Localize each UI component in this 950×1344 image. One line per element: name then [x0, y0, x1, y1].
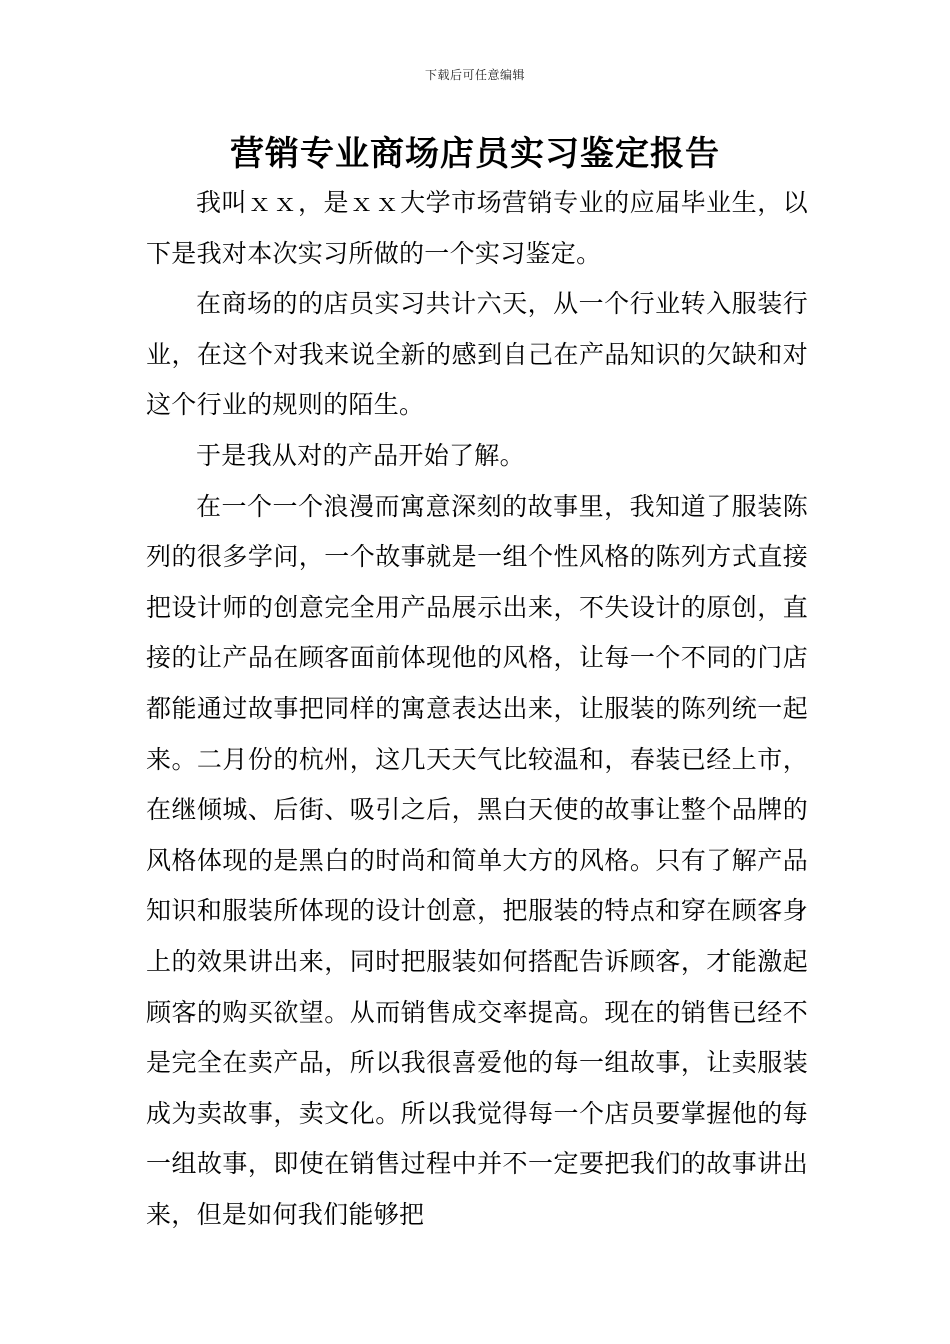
document-title: 营销专业商场店员实习鉴定报告 — [230, 134, 720, 174]
paragraph-display-stories: 在一个一个浪漫而寓意深刻的故事里，我知道了服装陈列的很多学问，一个故事就是一组个性风格的陈列方式直接把设计师的创意完全用产品展示出来，不失设计的原创，直接的让产品在顾客面前体现他的风格，让每一个不同的门店都能通过故事把同样的寓意表达出来，让服装的陈列统一起来。二月份的杭州，这几天天气比较温和，春装已经上市，在继倾城、后街、吸引之后，黑白天使的故事让整个品牌的风格体现的是黑白的时尚和简单大方的风格。只有了解产品知识和服装所体现的设计创意，把服装的特点和穿在顾客身上的效果讲出来，同时把服装如何搭配告诉顾客，才能激起顾客的购买欲望。从而销售成交率提高。现在的销售已经不是完全在卖产品，所以我很喜爱他的每一组故事，让卖服装成为卖故事，卖文化。所以我觉得每一个店员要掌握他的每一组故事，即使在销售过程中并不一定要把我们的故事讲出来，但是如何我们能够把 — [146, 491, 808, 1229]
document-body — [146, 178, 808, 1240]
paragraph-internship-overview: 在商场的的店员实习共计六天，从一个行业转入服装行业，在这个对我来说全新的感到自己在产品知识的欠缺和对这个行业的规则的陌生。 — [146, 289, 808, 420]
paragraph-intro: 我叫ｘｘ，是ｘｘ大学市场营销专业的应届毕业生，以下是我对本次实习所做的一个实习鉴定。 — [146, 188, 808, 268]
header-note: 下载后可任意编辑 — [424, 68, 525, 82]
paragraph-product-learning: 于是我从对的产品开始了解。 — [196, 440, 525, 470]
